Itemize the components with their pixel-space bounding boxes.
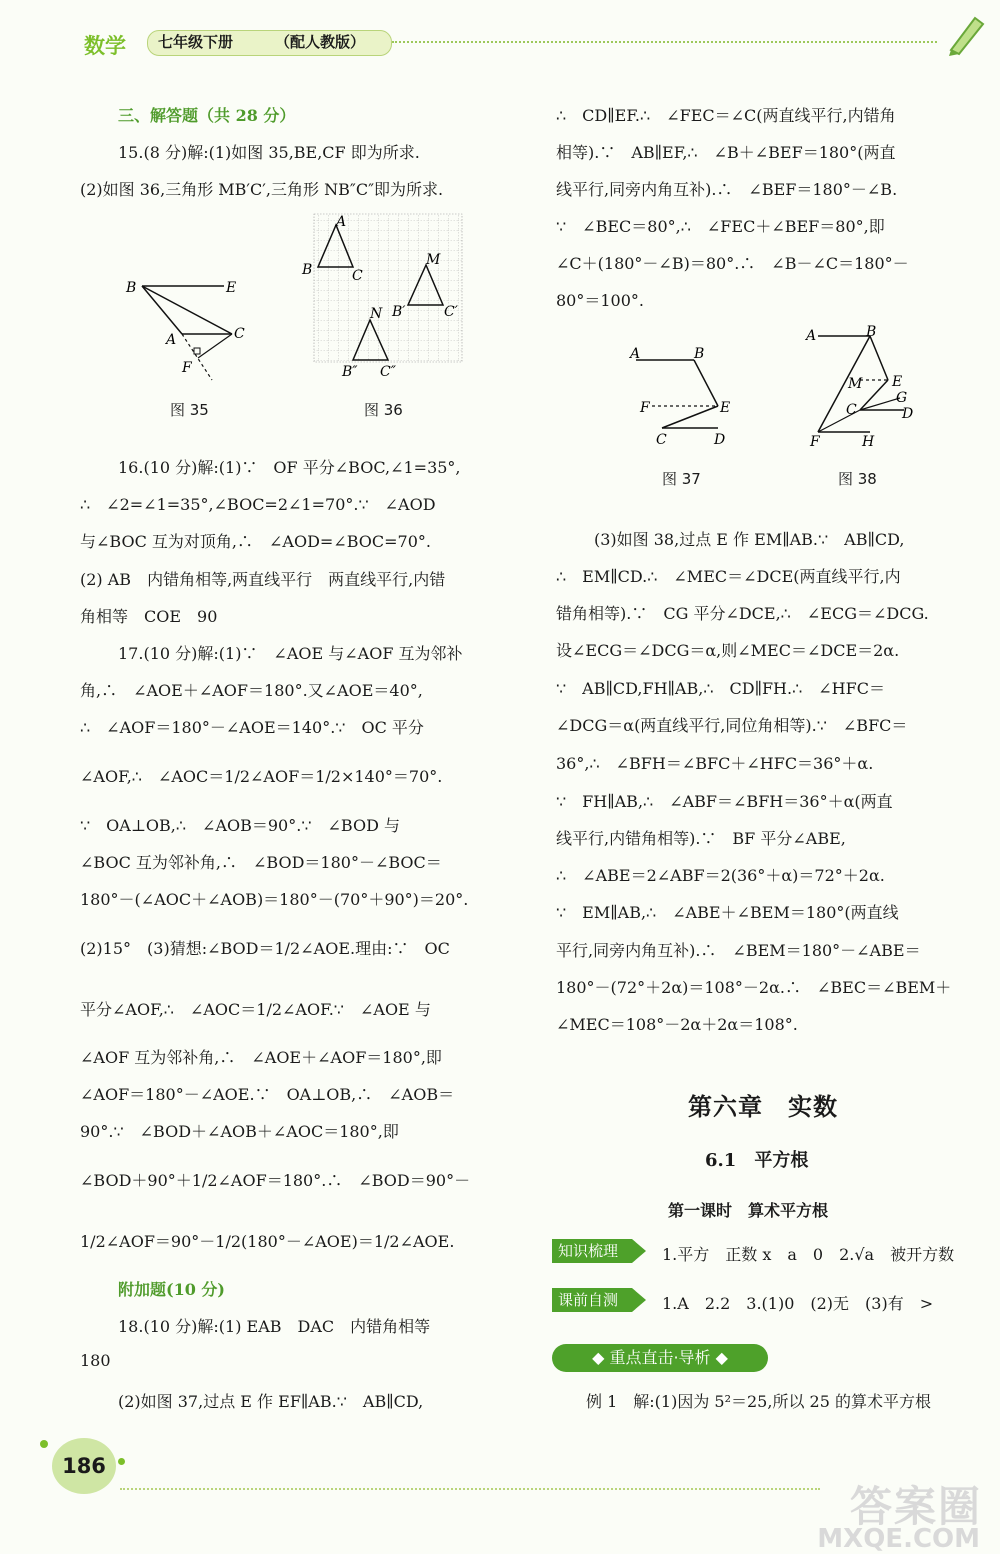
fig38-label: D — [902, 406, 914, 422]
answer-line: (2)如图 36,三角形 MB′C′,三角形 NB″C″即为所求. — [80, 180, 444, 199]
fig36-label: B″ — [342, 364, 358, 380]
fig37-label: B — [694, 346, 705, 362]
focus-banner: ◆ 重点直击·导析 ◆ — [552, 1344, 768, 1372]
answer-line: 平分∠AOF,∴ ∠AOC＝1/2∠AOF.∵ ∠AOE 与 — [80, 1000, 431, 1019]
fig37-label: A — [630, 346, 641, 362]
fig35-label: F — [182, 360, 192, 376]
fig36-label: C″ — [380, 364, 396, 380]
fig38-label: G — [896, 390, 908, 406]
knowledge-answers: 1.平方 正数 x a 0 2.√a 被开方数 — [662, 1245, 955, 1264]
page-number: 186 — [52, 1438, 116, 1494]
answer-line: 180°－(∠AOC＋∠AOB)＝180°－(70°＋90°)＝20°. — [80, 890, 469, 909]
fig38-label: M — [848, 376, 863, 392]
answer-line: ∴ ∠AOF＝180°－∠AOE＝140°.∵ OC 平分 — [80, 718, 424, 737]
figure-38 — [800, 322, 930, 452]
answer-line: 设∠ECG＝∠DCG＝α,则∠MEC＝∠DCE＝2α. — [556, 641, 900, 660]
fig38-label: H — [862, 434, 875, 450]
figure-36-caption: 图 36 — [364, 401, 403, 419]
watermark-url: MXQE.COM — [817, 1524, 980, 1554]
answer-line: ∠AOF＝180°－∠AOE.∵ OA⊥OB,∴ ∠AOB＝ — [80, 1085, 455, 1104]
answer-line: ∠BOD＋90°＋1/2∠AOF＝180°.∴ ∠BOD＝90°－ — [80, 1171, 471, 1190]
lesson-title: 第一课时 算术平方根 — [668, 1201, 829, 1220]
answer-line: ∠C＋(180°－∠B)＝80°.∴ ∠B－∠C＝180°－ — [556, 254, 909, 273]
answer-line: 1/2∠AOF＝90°－1/2(180°－∠AOE)＝1/2∠AOE. — [80, 1232, 455, 1251]
self-test-tag: 课前自测 — [552, 1288, 632, 1312]
answer-line: 相等).∵ AB∥EF,∴ ∠B＋∠BEF＝180°(两直 — [556, 143, 896, 162]
section-heading: 三、解答题（共 28 分） — [118, 106, 296, 125]
answer-line: 18.(10 分)解:(1) EAB DAC 内错角相等 — [118, 1317, 431, 1336]
answer-line: 36°,∴ ∠BFH＝∠BFC＋∠HFC＝36°＋α. — [556, 754, 874, 773]
knowledge-tag: 知识梳理 — [552, 1239, 632, 1263]
answer-line: (2)如图 37,过点 E 作 EF∥AB.∵ AB∥CD, — [118, 1392, 424, 1411]
answer-line: 90°.∵ ∠BOD＋∠AOB＋∠AOC＝180°,即 — [80, 1122, 399, 1141]
fig38-label: A — [806, 328, 817, 344]
fig37-label: F — [640, 400, 650, 416]
answer-line: ∴ CD∥EF.∴ ∠FEC＝∠C(两直线平行,内错角 — [556, 106, 896, 125]
fig36-label: N — [370, 306, 383, 322]
answer-line: ∠BOC 互为邻补角,∴ ∠BOD＝180°－∠BOC＝ — [80, 853, 442, 872]
answer-line: ∵ AB∥CD,FH∥AB,∴ CD∥FH.∴ ∠HFC＝ — [556, 679, 885, 698]
edition-label: （配人教版） — [275, 33, 366, 51]
fig36-label: M — [426, 252, 441, 268]
answer-line: ∠DCG＝α(两直线平行,同位角相等).∵ ∠BFC＝ — [556, 716, 908, 735]
self-test-answers: 1.A 2.2 3.(1)0 (2)无 (3)有 > — [662, 1294, 934, 1313]
answer-line: 17.(10 分)解:(1)∵ ∠AOE 与∠AOF 互为邻补 — [118, 644, 463, 663]
figure-37-caption: 图 37 — [662, 470, 701, 488]
answer-line: ∵ FH∥AB,∴ ∠ABF＝∠BFH＝36°＋α(两直 — [556, 792, 893, 811]
figure-35 — [120, 272, 260, 388]
footer-divider — [120, 1488, 820, 1490]
fig38-label: F — [810, 434, 820, 450]
answer-line: 180 — [80, 1351, 111, 1370]
fig36-label: A — [336, 214, 347, 230]
subject-label: 数学 — [84, 34, 126, 58]
answer-line: (2) AB 内错角相等,两直线平行 两直线平行,内错 — [80, 570, 446, 589]
answer-line: 错角相等).∵ CG 平分∠DCE,∴ ∠ECG＝∠DCG. — [556, 604, 929, 623]
answer-line: ∴ ∠ABE＝2∠ABF＝2(36°＋α)＝72°＋2α. — [556, 866, 885, 885]
fig35-label: A — [166, 332, 177, 348]
figure-35-caption: 图 35 — [170, 401, 209, 419]
answer-line: ∴ EM∥CD.∴ ∠MEC＝∠DCE(两直线平行,内 — [556, 567, 901, 586]
fig36-label: B′ — [392, 304, 406, 320]
figure-38-caption: 图 38 — [838, 470, 877, 488]
figure-37 — [622, 342, 742, 452]
figure-36 — [298, 210, 468, 380]
fig38-label: E — [892, 374, 903, 390]
answer-line: ∴ ∠2=∠1=35°,∠BOC=2∠1=70°.∵ ∠AOD — [80, 495, 436, 514]
answer-line: 180°－(72°＋2α)＝108°－2α.∴ ∠BEC＝∠BEM＋ — [556, 978, 952, 997]
answer-line: 与∠BOC 互为对顶角,∴ ∠AOD=∠BOC=70°. — [80, 532, 431, 551]
extra-heading: 附加题(10 分) — [118, 1280, 225, 1299]
fig37-label: C — [656, 432, 667, 448]
fig37-label: D — [714, 432, 726, 448]
decor-dot — [40, 1440, 48, 1448]
fig38-label: C — [846, 402, 857, 418]
answer-line: ∠MEC＝108°－2α＋2α＝108°. — [556, 1015, 798, 1034]
answer-line: ∠AOF,∴ ∠AOC＝1/2∠AOF＝1/2×140°＝70°. — [80, 767, 443, 786]
answer-line: ∵ ∠BEC＝80°,∴ ∠FEC＋∠BEF＝80°,即 — [556, 217, 885, 236]
watermark-logo: 答案圈 — [849, 1482, 982, 1531]
fig35-label: B — [126, 280, 137, 296]
answer-line: ∵ EM∥AB,∴ ∠ABE＋∠BEM＝180°(两直线 — [556, 903, 899, 922]
answer-line: (3)如图 38,过点 E 作 EM∥AB.∵ AB∥CD, — [594, 530, 905, 549]
answer-line: 线平行,内错角相等).∵ BF 平分∠ABE, — [556, 829, 846, 848]
answer-line: ∠AOF 互为邻补角,∴ ∠AOE＋∠AOF＝180°,即 — [80, 1048, 442, 1067]
answer-line: 15.(8 分)解:(1)如图 35,BE,CF 即为所求. — [118, 143, 420, 162]
answer-line: (2)15° (3)猜想:∠BOD＝1/2∠AOE.理由:∵ OC — [80, 939, 450, 958]
answer-line: 80°＝100°. — [556, 291, 644, 310]
answer-line: 角,∴ ∠AOE＋∠AOF＝180°.又∠AOE＝40°, — [80, 681, 423, 700]
fig36-label: C — [352, 268, 363, 284]
fig35-label: E — [226, 280, 237, 296]
fig36-label: B — [302, 262, 313, 278]
fig36-label: C′ — [444, 304, 458, 320]
fig38-label: B — [866, 324, 877, 340]
answer-line: 16.(10 分)解:(1)∵ OF 平分∠BOC,∠1=35°, — [118, 458, 461, 477]
fig35-label: C — [234, 326, 245, 342]
fig37-label: E — [720, 400, 731, 416]
answer-line: 线平行,同旁内角互补).∴ ∠BEF＝180°－∠B. — [556, 180, 898, 199]
grade-label: 七年级下册 — [158, 33, 234, 51]
chapter-title: 第六章 实数 — [688, 1093, 838, 1121]
answer-line: ∵ OA⊥OB,∴ ∠AOB＝90°.∵ ∠BOD 与 — [80, 816, 400, 835]
answer-line: 角相等 COE 90 — [80, 607, 218, 626]
example-line: 例 1 解:(1)因为 5²＝25,所以 25 的算术平方根 — [586, 1392, 931, 1411]
answer-line: 平行,同旁内角互补).∴ ∠BEM＝180°－∠ABE＝ — [556, 941, 921, 960]
decor-dot — [118, 1458, 125, 1465]
section-title: 6.1 平方根 — [705, 1150, 809, 1171]
